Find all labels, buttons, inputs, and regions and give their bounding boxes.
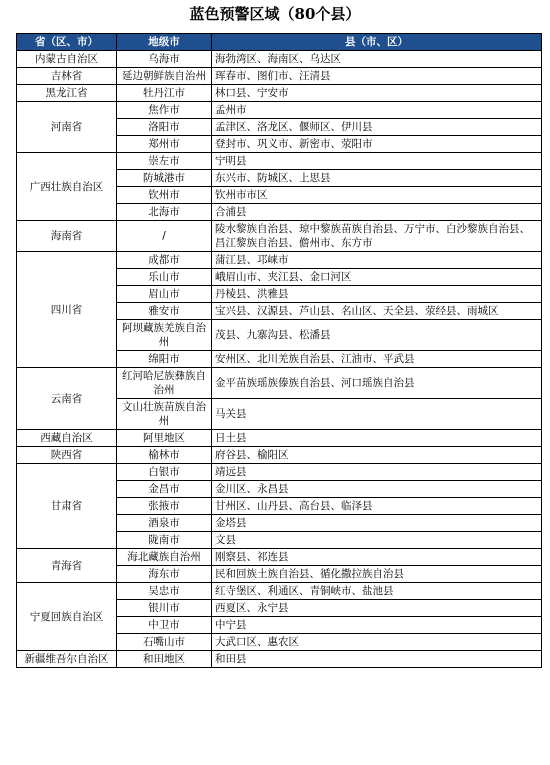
city-cell: 白银市 (117, 464, 212, 481)
county-cell: 大武口区、惠农区 (212, 634, 542, 651)
county-cell: 文县 (212, 532, 542, 549)
header-province: 省（区、市） (17, 34, 117, 51)
table-row (17, 153, 542, 170)
city-cell: 延边朝鲜族自治州 (117, 68, 212, 85)
province-cell: 河南省 (17, 102, 117, 153)
county-cell: 西夏区、永宁县 (212, 600, 542, 617)
table-row (17, 102, 542, 119)
city-cell: 防城港市 (117, 170, 212, 187)
city-cell: 乌海市 (117, 51, 212, 68)
county-cell: 珲春市、图们市、汪清县 (212, 68, 542, 85)
city-cell: 石嘴山市 (117, 634, 212, 651)
province-cell: 海南省 (17, 221, 117, 252)
county-cell: 中宁县 (212, 617, 542, 634)
province-cell: 吉林省 (17, 68, 117, 85)
table-row (17, 368, 542, 399)
city-cell: 红河哈尼族彝族自治州 (117, 368, 212, 399)
county-cell: 陵水黎族自治县、琼中黎族苗族自治县、万宁市、白沙黎族自治县、昌江黎族自治县、儋州市、东方市 (212, 221, 542, 252)
province-cell: 陕西省 (17, 447, 117, 464)
province-cell: 四川省 (17, 252, 117, 368)
table-row (17, 252, 542, 269)
city-cell: 张掖市 (117, 498, 212, 515)
city-cell: 榆林市 (117, 447, 212, 464)
county-cell: 刚察县、祁连县 (212, 549, 542, 566)
county-cell: 日土县 (212, 430, 542, 447)
city-cell: 酒泉市 (117, 515, 212, 532)
county-cell: 府谷县、榆阳区 (212, 447, 542, 464)
county-cell: 靖远县 (212, 464, 542, 481)
table-header-row (17, 34, 542, 51)
city-cell: 阿里地区 (117, 430, 212, 447)
city-cell: 吴忠市 (117, 583, 212, 600)
county-cell: 丹棱县、洪雅县 (212, 286, 542, 303)
county-cell: 海勃湾区、海南区、乌达区 (212, 51, 542, 68)
county-cell: 金平苗族瑶族傣族自治县、河口瑶族自治县 (212, 368, 542, 399)
table-row (17, 583, 542, 600)
table-body (17, 51, 542, 668)
province-cell: 西藏自治区 (17, 430, 117, 447)
city-cell: 雅安市 (117, 303, 212, 320)
city-cell: 焦作市 (117, 102, 212, 119)
county-cell: 宝兴县、汉源县、芦山县、名山区、天全县、荥经县、雨城区 (212, 303, 542, 320)
county-cell: 峨眉山市、夹江县、金口河区 (212, 269, 542, 286)
county-cell: 红寺堡区、利通区、青铜峡市、盐池县 (212, 583, 542, 600)
city-cell: 和田地区 (117, 651, 212, 668)
city-cell: 洛阳市 (117, 119, 212, 136)
header-city: 地级市 (117, 34, 212, 51)
county-cell: 合浦县 (212, 204, 542, 221)
city-cell: 文山壮族苗族自治州 (117, 399, 212, 430)
table-row (17, 549, 542, 566)
county-cell: 孟州市 (212, 102, 542, 119)
city-cell: 阿坝藏族羌族自治州 (117, 320, 212, 351)
table-row (17, 430, 542, 447)
county-cell: 金塔县 (212, 515, 542, 532)
county-cell: 和田县 (212, 651, 542, 668)
table-row (17, 51, 542, 68)
province-cell: 云南省 (17, 368, 117, 430)
county-cell: 甘州区、山丹县、高台县、临泽县 (212, 498, 542, 515)
county-cell: 茂县、九寨沟县、松潘县 (212, 320, 542, 351)
document-title: 蓝色预警区域（80个县） (189, 5, 361, 23)
province-cell: 新疆维吾尔自治区 (17, 651, 117, 668)
city-cell: 乐山市 (117, 269, 212, 286)
province-cell: 青海省 (17, 549, 117, 583)
province-cell: 甘肃省 (17, 464, 117, 549)
city-cell: 郑州市 (117, 136, 212, 153)
province-cell: 宁夏回族自治区 (17, 583, 117, 651)
county-cell: 马关县 (212, 399, 542, 430)
city-cell: 北海市 (117, 204, 212, 221)
table-row (17, 221, 542, 252)
city-cell: 金昌市 (117, 481, 212, 498)
warning-region-table (16, 33, 542, 668)
city-cell: / (117, 221, 212, 252)
table-row (17, 651, 542, 668)
city-cell: 眉山市 (117, 286, 212, 303)
city-cell: 成都市 (117, 252, 212, 269)
city-cell: 海东市 (117, 566, 212, 583)
city-cell: 崇左市 (117, 153, 212, 170)
city-cell: 银川市 (117, 600, 212, 617)
province-cell: 黑龙江省 (17, 85, 117, 102)
city-cell: 陇南市 (117, 532, 212, 549)
city-cell: 牡丹江市 (117, 85, 212, 102)
province-cell: 内蒙古自治区 (17, 51, 117, 68)
header-county: 县（市、区） (212, 34, 542, 51)
county-cell: 安州区、北川羌族自治县、江油市、平武县 (212, 351, 542, 368)
county-cell: 登封市、巩义市、新密市、荥阳市 (212, 136, 542, 153)
city-cell: 海北藏族自治州 (117, 549, 212, 566)
county-cell: 宁明县 (212, 153, 542, 170)
county-cell: 蒲江县、邛崃市 (212, 252, 542, 269)
province-cell: 广西壮族自治区 (17, 153, 117, 221)
table-row (17, 68, 542, 85)
table-row (17, 447, 542, 464)
county-cell: 钦州市市区 (212, 187, 542, 204)
county-cell: 林口县、宁安市 (212, 85, 542, 102)
table-row (17, 464, 542, 481)
county-cell: 孟津区、洛龙区、偃师区、伊川县 (212, 119, 542, 136)
county-cell: 民和回族土族自治县、循化撒拉族自治县 (212, 566, 542, 583)
city-cell: 中卫市 (117, 617, 212, 634)
city-cell: 绵阳市 (117, 351, 212, 368)
county-cell: 金川区、永昌县 (212, 481, 542, 498)
county-cell: 东兴市、防城区、上思县 (212, 170, 542, 187)
city-cell: 钦州市 (117, 187, 212, 204)
table-row (17, 85, 542, 102)
